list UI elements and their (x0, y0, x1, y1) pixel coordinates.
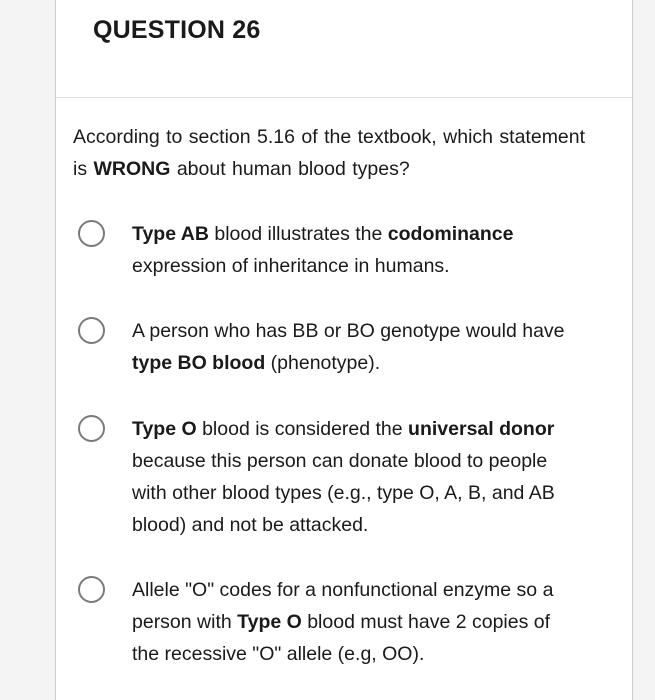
option-d-text-2: blood must have 2 copies of the recessive "O" allele (e.g, OO). (132, 611, 551, 665)
option-b-bold-1: type BO blood (132, 352, 266, 374)
option-c-text-2: because this person can donate blood to people with other blood types (e.g., type O, A, B, and AB blood) and not be attacked. (132, 450, 555, 536)
prompt-text-2: about human blood types? (170, 158, 410, 180)
option-label-c[interactable] (132, 413, 582, 541)
option-label-a[interactable] (132, 218, 582, 282)
prompt-text-1: According to section 5.16 of the textbook, which statement is (73, 126, 586, 180)
option-a-bold-2: codominance (387, 223, 514, 245)
radio-button-c[interactable] (78, 415, 105, 442)
prompt-emphasis: WRONG (93, 158, 171, 180)
option-c-bold-1: Type O (132, 418, 197, 440)
radio-button-b[interactable] (78, 317, 105, 344)
option-a-text-2: expression of inheritance in humans. (132, 255, 450, 277)
question-prompt (73, 121, 603, 185)
question-header: QUESTION 26 (93, 16, 261, 44)
option-a-bold-1: Type AB (132, 223, 209, 245)
option-c-text-1: blood is considered the (196, 418, 409, 440)
radio-button-d[interactable] (78, 576, 105, 603)
option-label-d[interactable] (132, 574, 582, 670)
header-divider (56, 97, 632, 98)
option-label-b[interactable] (132, 315, 582, 379)
option-d-bold-1: Type O (237, 611, 302, 633)
question-panel (55, 0, 633, 700)
option-b-text-2: (phenotype). (265, 352, 381, 374)
option-c-bold-2: universal donor (408, 418, 555, 440)
option-b-text-1: A person who has BB or BO genotype would have (132, 320, 565, 342)
option-d-text-1: Allele "O" codes for a nonfunctional enzyme so a person with (132, 579, 554, 633)
option-a-text-1: blood illustrates the (208, 223, 388, 245)
radio-button-a[interactable] (78, 220, 105, 247)
